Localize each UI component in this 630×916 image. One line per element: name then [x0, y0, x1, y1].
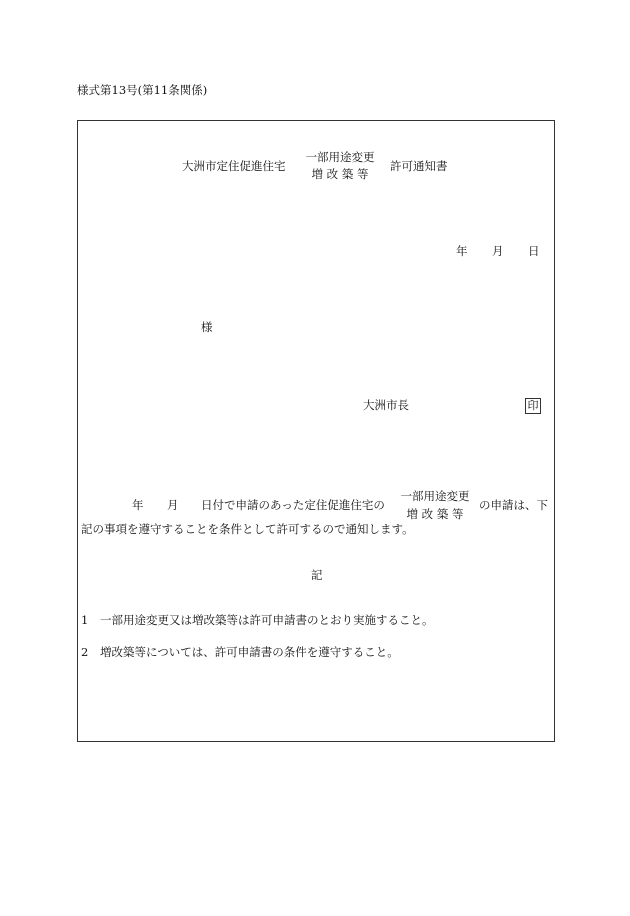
ki-heading: 記: [311, 568, 323, 582]
addressee-honorific: 様: [201, 320, 213, 334]
body-text-line2: 記の事項を遵守することを条件として許可するので通知します。: [81, 522, 414, 536]
condition-text: 増改築等については、許可申請書の条件を遵守すること。: [100, 645, 399, 659]
body-year-label: 年: [132, 498, 144, 512]
title-prefix: 大洲市定住促進住宅: [182, 159, 286, 173]
body-text-part2: の申請は、下: [479, 498, 548, 512]
title-option-stack: [304, 152, 376, 180]
condition-item: [81, 615, 434, 627]
title-option-top: 一部用途変更: [305, 150, 375, 164]
body-option-top: 一部用途変更: [400, 489, 470, 503]
form-number: 様式第13号(第11条関係): [77, 83, 208, 97]
body-text-part1: 日付で申請のあった定住促進住宅の: [201, 498, 385, 512]
body-month-label: 月: [167, 498, 179, 512]
condition-number: 2: [81, 645, 89, 659]
date-year-label: 年: [456, 244, 468, 258]
date-day-label: 日: [528, 244, 540, 258]
body-option-stack: [397, 491, 473, 520]
title-option-bottom: 増 改 築 等: [311, 166, 369, 181]
condition-text: 一部用途変更又は増改築等は許可申請書のとおり実施すること。: [100, 613, 434, 627]
condition-number: 1: [81, 613, 89, 627]
condition-item: [81, 647, 399, 659]
body-option-bottom: 増 改 築 等: [406, 506, 464, 521]
title-suffix: 許可通知書: [390, 159, 448, 173]
issuer-name: 大洲市長: [363, 398, 409, 412]
date-month-label: 月: [492, 244, 504, 258]
seal-mark: 印: [525, 398, 541, 414]
